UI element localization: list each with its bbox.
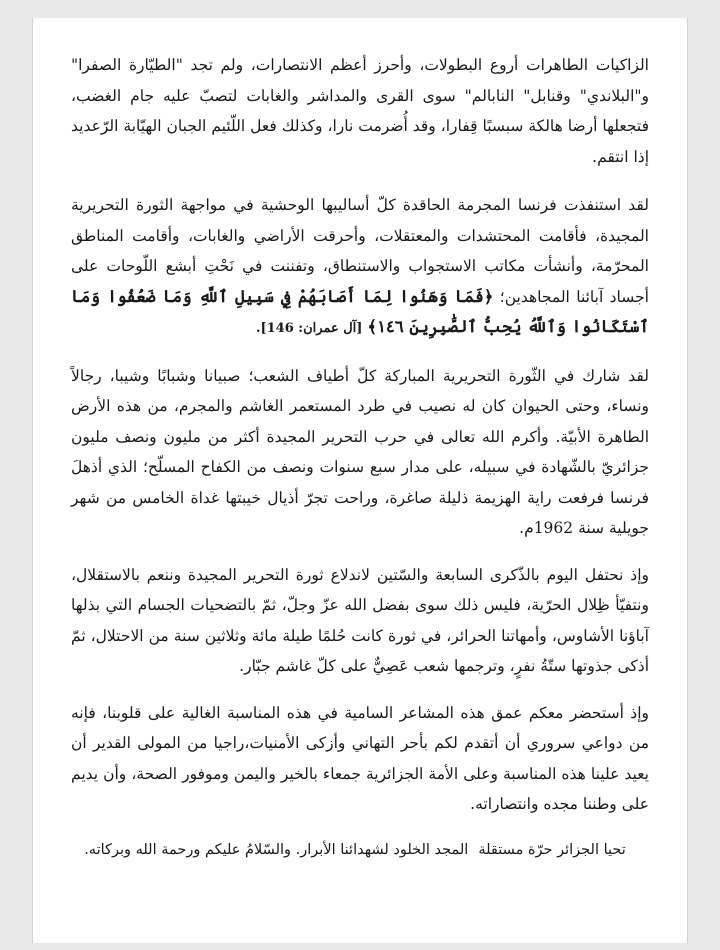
paragraph-1: الزاكيات الطاهرات أروع البطولات، وأحرز أعظم الانتصارات، ولم تجد "الطيّارة الصفرا" و"البلاندي" وقنابل" النابالم" سوى القرى والمداشر والغابات لتصبّ عليه جام الغضب، فتجعلها أرضا هالكة سبسبًا قِفارا، وقد أُضرمت نارا، وكذلك فعل اللّئيم الجبان الهيّابة الرّعديد إذا انتقم. — [71, 56, 649, 166]
quran-reference: [آل عمران: 146]. — [255, 321, 363, 336]
paragraph-2-text: لقد استنفذت فرنسا المجرمة الحاقدة كلّ أساليبها الوحشية في مواجهة الثورة التحريرية المجيدة، فأقامت المحتشدات والمعتقلات، وأحرقت الأراضي والغابات، وأقامت المناطق المحرّمة، وأنشأت مكاتب الاستجواب والاستنطاق، وتفننت في نَحْتِ أبشع اللّوحات على أجساد آبائنا المجاهدين؛ — [71, 196, 649, 306]
paragraph-5: وإذ أستحضر معكم عمق هذه المشاعر السامية في هذه المناسبة الغالية على قلوبنا، فإنه من دواعي سروري أن أتقدم لكم بأحر التهاني وأزكى الأمنيات،راجيا من المولى القدير أن يعيد علينا هذه المناسبة وعلى الأمة الجزائرية جمعاء بالخير واليمن وموفور الصحة، وأن يديم على وطننا مجده وانتصاراته. — [71, 703, 649, 813]
paragraph-4: وإذ نحتفل اليوم بالذّكرى السابعة والسّتين لاندلاع ثورة التحرير المجيدة وننعم بالاستقلال، ونتفيّأ ظِلال الحرّية، فليس ذلك سوى بفضل الله عزّ وجلّ، ثمّ بالتضحيات الجسام التي بذلها آباؤنا الأشاوس، وأمهاتنا الحرائر، في ثورة كانت حُلمًا طيلة مائة وثلاثين سنة من الاحتلال، ثمّ أذكى جذوتها ستّةُ نفرٍ، وترجمها شعب عَصِيٌّ على كلّ غاشم جبّار. — [71, 565, 649, 675]
paragraph-2 — [71, 190, 649, 345]
closing-line — [71, 836, 649, 864]
closing-greeting: المجد الخلود لشهدائنا الأبرار. والسّلامُ عليكم ورحمة الله وبركاته. — [84, 841, 469, 858]
closing-slogan: تحيا الجزائر حرّة مستقلة — [478, 841, 626, 858]
document-body — [71, 50, 649, 864]
paragraph-3: لقد شارك في الثّورة التحريرية المباركة كلّ أطياف الشعب؛ صبيانا وشبابًا وشيبا، رجالاً ونساء، وحتى الحيوان كان له نصيب في طرد المستعمر الغاشم والمجرم، من هذه الأرض الطاهرة الأبيّة. وأكرم الله تعالى في حرب التحرير المجيدة أكثر من مليون ونصف مليون جزائريّ بالشّهادة في سبيله، على مدار سبع سنوات ونصف من الكفاح المسلّح؛ الذي أذهلَ فرنسا فرفعت راية الهزيمة ذليلة صاغرة، وراحت تجرّ أذيال خيبتها غداة الخامس من شهر جويلية سنة 1962م. — [71, 366, 649, 537]
document-page — [32, 18, 688, 943]
quran-verse: ﴿فَمَا وَهَنُوا لِمَا أَصَابَهُمْ فِي سَبِيلِ ٱللَّهِ وَمَا ضَعُفُوا وَمَا ٱسْتَكَانُوا وَٱللَّهُ يُحِبُّ ٱلصَّٰبِرِينَ ١٤٦﴾ — [71, 286, 649, 336]
